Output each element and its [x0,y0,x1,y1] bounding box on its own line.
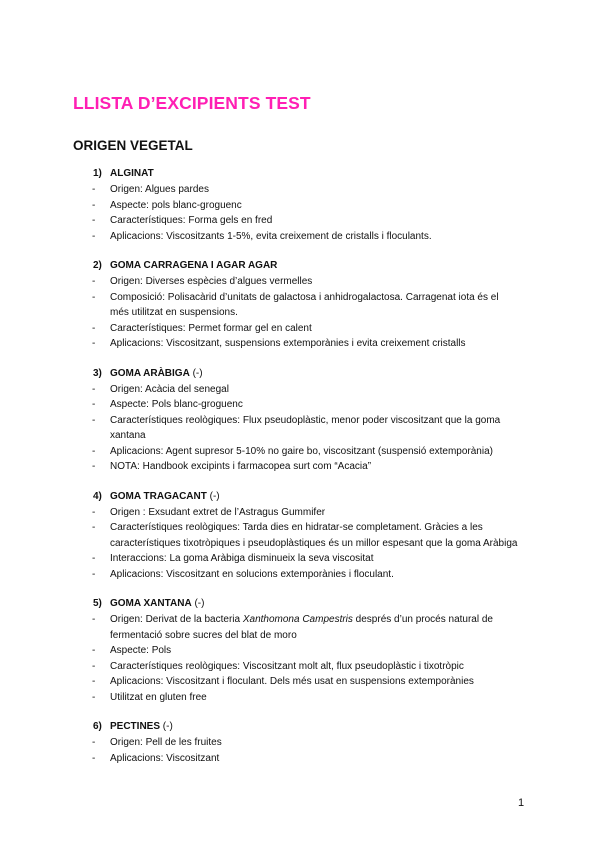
list-item [0,751,600,767]
bullet-dash: - [92,215,96,226]
item-text: Origen: Acàcia del senegal [110,383,229,395]
bullet-dash: - [92,691,96,703]
bullet-dash: - [92,676,96,687]
entry-number: 3) [93,367,102,379]
item-text: Origen : Exsudant extret de l’Astragus Gummifer [110,506,326,518]
bullet-dash: - [92,338,96,349]
entry-name [110,366,203,382]
item-text: Aplicacions: Viscositzant [110,752,220,764]
excipient-entry [0,166,600,244]
list-item [0,274,600,290]
bullet-dash: - [92,506,96,518]
entry-heading [0,166,600,182]
list-item [0,567,600,583]
item-text: Aplicacions: Viscositzant, suspensions extemporànies i evita creixement cristalls [110,338,466,349]
excipient-entry [0,366,600,475]
list-item [0,674,600,690]
item-text: Aplicacions: Agent supresor 5-10% no gaire bo, viscositzant (suspensió extemporània) [110,445,493,457]
item-text: Aspecte: pols blanc-groguenc [110,199,242,211]
item-text: Aplicacions: Viscositzant i floculant. Dels més usat en suspensions extemporànies [110,676,474,687]
list-item [0,612,600,643]
bullet-dash: - [92,445,96,457]
entry-suffix: (-) [191,598,205,609]
entry-name [110,166,154,182]
item-text: Origen: Diverses espècies d’algues vermelles [110,276,313,287]
bullet-dash: - [92,522,96,533]
item-text: Origen: Pell de les fruites [110,737,222,748]
page-number: 1 [518,797,525,809]
item-text: Aplicacions: Viscositzant en solucions extemporànies i floculant. [110,568,394,580]
excipient-list [0,166,600,780]
item-text: Utilitzat en gluten free [110,691,207,703]
entry-name [110,489,220,505]
list-item [0,551,600,567]
list-item [0,336,600,352]
entry-number: 5) [93,598,102,609]
excipient-entry [0,258,600,352]
excipient-entry [0,719,600,766]
entry-heading [0,596,600,612]
bullet-dash: - [92,291,96,303]
entry-heading [0,366,600,382]
list-item [0,520,600,551]
bullet-dash: - [92,553,96,564]
entry-name [110,719,173,735]
list-item [0,229,600,245]
item-text: Aplicacions: Viscositzants 1-5%, evita creixement de cristalls i floculants. [110,230,432,242]
entry-name-text: GOMA XANTANA [110,598,192,609]
bullet-dash: - [92,660,96,672]
item-text: Característiques: Permet formar gel en calent [110,322,312,334]
entry-name [110,258,277,274]
item-text: Característiques reològiques: Flux pseudoplàstic, menor poder viscositzant que la goma xantana [110,414,501,441]
bullet-dash: - [92,230,96,242]
entry-suffix: (-) [206,490,220,502]
bullet-dash: - [92,645,96,656]
list-item [0,690,600,706]
item-text: Origen: Derivat de la bacteria [110,614,243,625]
entry-suffix: (-) [189,367,203,379]
item-italic-text: Xanthomona Campestris [242,614,353,625]
bullet-dash: - [92,461,96,472]
entry-number: 2) [93,260,102,271]
bullet-dash: - [92,414,96,426]
list-item [0,505,600,521]
document-title: LLISTA D’EXCIPIENTS TEST [73,93,311,113]
list-item [0,735,600,751]
section-heading: ORIGEN VEGETAL [73,138,193,153]
bullet-dash: - [92,568,96,580]
item-text: Composició: Polisacàrid d’unitats de galactosa i anhidrogalactosa. Carragenat iota és el més utilitzat en suspensions. [110,291,499,318]
item-text: Aspecte: Pols [110,645,172,656]
bullet-dash: - [92,184,96,195]
entry-name-text: GOMA ARÀBIGA [110,367,190,379]
entry-number: 6) [93,721,102,732]
list-item [0,413,600,444]
list-item [0,643,600,659]
bullet-dash: - [92,752,96,764]
bullet-dash: - [92,276,96,287]
entry-heading [0,719,600,735]
item-text: NOTA: Handbook excipints i farmacopea surt com “Acacia” [110,461,372,472]
entry-number: 4) [93,490,102,502]
item-text: Característiques: Forma gels en fred [110,215,273,226]
item-text: Interaccions: La goma Aràbiga disminueix la seva viscositat [110,553,374,564]
item-text: després d’un procés natural de fermentació sobre sucres del blat de moro [110,614,493,641]
list-item [0,182,600,198]
list-item [0,198,600,214]
entry-heading [0,258,600,274]
entry-number: 1) [93,168,102,179]
list-item [0,659,600,675]
entry-name-text: GOMA TRAGACANT [110,490,207,502]
item-text: Característiques reològiques: Tarda dies en hidratar-se completament. Gràcies a les característiques tixotròpiques i pseudoplàstiques és un millor espesant que la goma Aràbiga [110,522,518,549]
list-item [0,321,600,337]
excipient-entry [0,489,600,583]
list-item [0,459,600,475]
excipient-entry [0,596,600,705]
item-text: Aspecte: Pols blanc-groguenc [110,399,243,410]
item-text: Característiques reològiques: Viscositzant molt alt, flux pseudoplàstic i tixotròpic [110,660,464,672]
bullet-dash: - [92,614,96,625]
bullet-dash: - [92,322,96,334]
entry-heading [0,489,600,505]
list-item [0,444,600,460]
entry-name-text: PECTINES [110,721,161,732]
entry-suffix: (-) [160,721,173,732]
list-item [0,397,600,413]
item-text: Origen: Algues pardes [110,184,209,195]
bullet-dash: - [92,399,96,410]
list-item [0,290,600,321]
entry-name-text: ALGINAT [110,168,154,179]
entry-name [110,596,204,612]
list-item [0,382,600,398]
bullet-dash: - [92,199,96,211]
entry-name-text: GOMA CARRAGENA I AGAR AGAR [110,260,278,271]
bullet-dash: - [92,737,96,748]
bullet-dash: - [92,383,96,395]
list-item [0,213,600,229]
